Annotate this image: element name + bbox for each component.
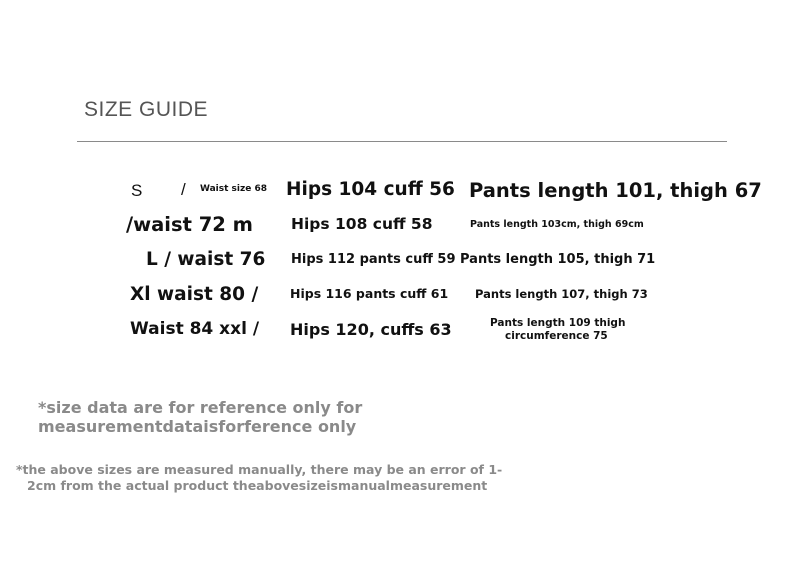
size-m-length: Pants length 103cm, thigh 69cm <box>470 219 644 230</box>
size-xxl-length-line2: circumference 75 <box>505 330 608 342</box>
size-s-slash: / <box>181 180 186 199</box>
size-xl-length: Pants length 107, thigh 73 <box>475 287 648 301</box>
reference-note-line2: measurementdataisforference only <box>38 417 357 437</box>
size-xxl-length-line1: Pants length 109 thigh <box>490 317 626 329</box>
size-l-length: Pants length 105, thigh 71 <box>460 252 656 267</box>
size-s-waist: Waist size 68 <box>200 184 267 194</box>
size-xl-hips: Hips 116 pants cuff 61 <box>290 286 449 301</box>
reference-note-line1: *size data are for reference only for <box>38 398 363 417</box>
manual-measurement-note <box>16 462 502 493</box>
size-l-waist: L / waist 76 <box>146 249 266 270</box>
size-m-hips: Hips 108 cuff 58 <box>291 215 433 233</box>
page-title: SIZE GUIDE <box>84 98 209 121</box>
size-m-waist: /waist 72 m <box>126 213 253 236</box>
title-divider <box>77 141 727 142</box>
manual-note-line1: *the above sizes are measured manually, there may be an error of 1- <box>16 462 503 477</box>
reference-note <box>38 398 362 436</box>
size-xxl-waist: Waist 84 xxl / <box>130 319 260 339</box>
size-s-label: S <box>131 181 143 200</box>
size-s-length: Pants length 101, thigh 67 <box>469 179 762 202</box>
size-s-hips: Hips 104 cuff 56 <box>286 179 455 200</box>
size-xxl-hips: Hips 120, cuffs 63 <box>290 320 452 339</box>
manual-note-line2: 2cm from the actual product theabovesizeismanualmeasurement <box>27 477 488 493</box>
size-xl-waist: Xl waist 80 / <box>130 284 259 305</box>
size-l-hips: Hips 112 pants cuff 59 <box>291 252 456 267</box>
